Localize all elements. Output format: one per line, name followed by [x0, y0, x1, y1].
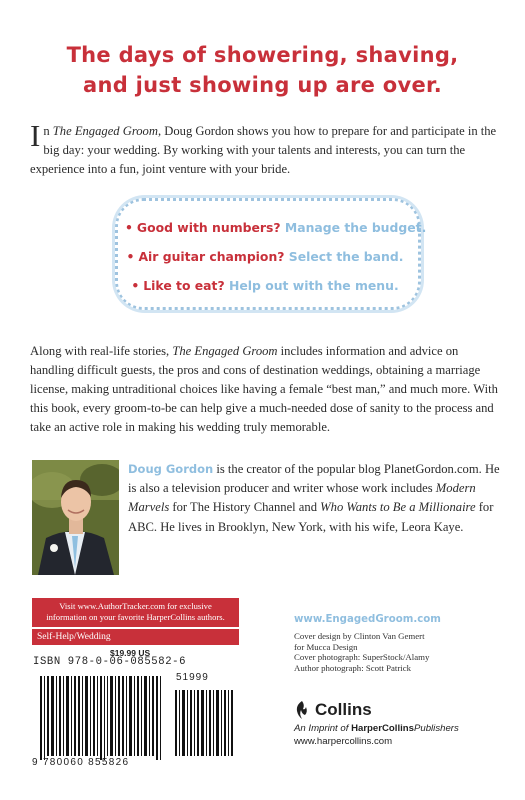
isbn-label: ISBN 978-0-06-085582-6: [33, 656, 187, 668]
bullet-item: [125, 271, 405, 300]
cover-credits: [294, 631, 494, 673]
bullet-item: [125, 242, 405, 271]
bio-show-2: Who Wants to Be a Millionaire: [320, 500, 476, 515]
collins-wordmark: Collins: [315, 700, 372, 719]
intro-paragraph: [30, 118, 500, 179]
bio-text-c: for ABC. He lives in Brooklyn, New York, with his wife, Leora Kaye.: [128, 500, 494, 534]
author-portrait-image: [32, 460, 119, 575]
bullet-question: Good with numbers?: [136, 220, 281, 235]
collins-flame-icon: [292, 699, 312, 721]
author-bio: [128, 460, 503, 537]
bio-text-a: is the creator of the popular blog PlanetGordon.com. He is also a television producer and writer whose work includes: [128, 462, 500, 496]
author-photo: [32, 460, 119, 575]
bullet-question: Air guitar champion?: [138, 249, 285, 264]
credit-line: Author photograph: Scott Patrick: [294, 662, 412, 673]
publisher-url: www.harpercollins.com: [294, 735, 393, 747]
bio-show-1: Modern Marvels: [128, 481, 476, 515]
body-text-a: Along with real-life stories,: [30, 344, 173, 358]
ean-number: 9 780060 855826: [32, 757, 130, 768]
credit-line: Cover design by Clinton Van Gemert: [294, 631, 425, 641]
drop-cap: I: [30, 118, 41, 153]
headline-line-1: The days of showering, shaving,: [66, 43, 459, 67]
bullet-answer: Select the band.: [288, 249, 404, 264]
credit-line: for Mucca Design: [294, 641, 358, 652]
intro-book-title: The Engaged Groom: [52, 124, 158, 138]
price-code: 51999: [176, 672, 209, 683]
bullet-list: [125, 213, 427, 300]
body-book-title: The Engaged Groom: [172, 344, 278, 358]
credit-line: Cover photograph: SuperStock/Alamy: [294, 652, 430, 662]
bullet-dot-icon: •: [131, 278, 140, 293]
bullet-answer: Manage the budget.: [284, 220, 427, 235]
imprint-text-c: Publishers: [413, 723, 459, 734]
collins-logo: [292, 697, 372, 723]
bullet-item: [125, 213, 427, 242]
imprint-line: [294, 723, 459, 736]
price-label: $19.99 US: [110, 648, 151, 658]
body-text-b: includes information and advice on handling difficult guests, the pros and cons of destination weddings, obtaining a marriage license, making untraditional choices like having a female “best man,” and much more. With this book, every groom-to-be can help give a much-needed dose of sanity to the process and take an active role in making his wedding truly memorable.: [30, 344, 498, 434]
publisher-imprint: [294, 723, 459, 748]
imprint-publisher: HarperCollins: [351, 723, 414, 734]
author-name: Doug Gordon: [128, 462, 214, 476]
intro-text-b: , Doug Gordon shows you how to prepare for and participate in the big day: your wedding. By working with your talents and interests, you can turn the experience into a fun, joint venture with your bride.: [30, 124, 497, 176]
headline-line-2: and just showing up are over.: [82, 73, 442, 97]
bio-text-b: for The History Channel and: [169, 500, 321, 515]
bullet-answer: Help out with the menu.: [229, 278, 399, 293]
website-link: www.EngagedGroom.com: [294, 614, 441, 625]
intro-text-a: n: [43, 124, 53, 138]
authortracker-promo: Visit www.AuthorTracker.com for exclusive information on your favorite HarperCollins authors.: [32, 598, 239, 627]
imprint-text-a: An Imprint of: [294, 723, 352, 734]
description-paragraph: [30, 342, 502, 437]
bullet-dot-icon: •: [126, 249, 135, 264]
headline: [20, 40, 505, 100]
category-label: Self-Help/Wedding: [32, 629, 239, 645]
bullet-dot-icon: •: [125, 220, 133, 235]
bullet-question: Like to eat?: [143, 278, 225, 293]
